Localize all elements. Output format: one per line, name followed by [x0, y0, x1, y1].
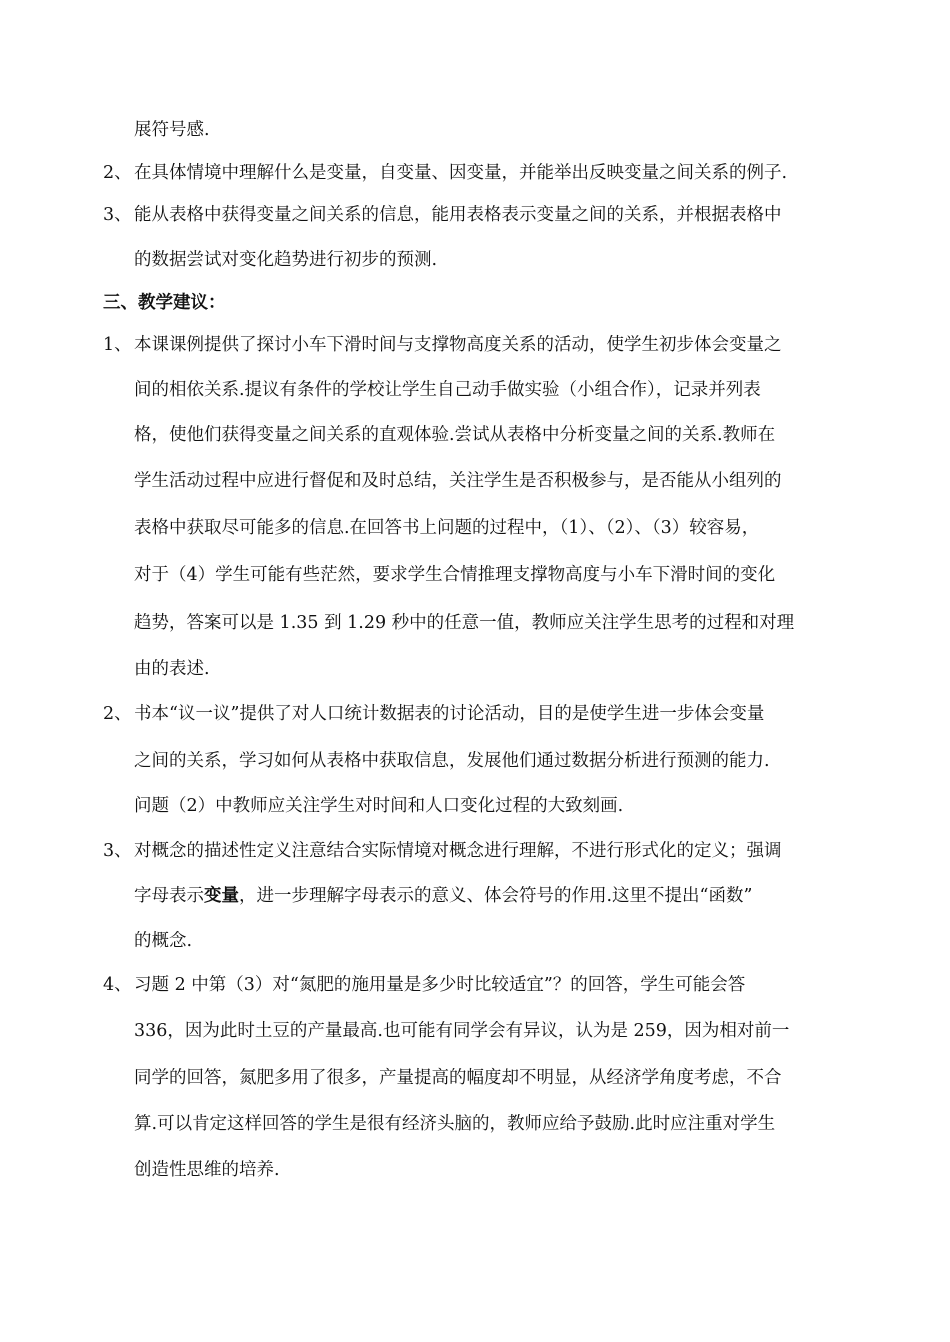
line-text: 趋势，答案可以是 1.35 到 1.29 秒中的任意一值，教师应关注学生思考的过程和对理 — [134, 613, 795, 633]
heading-text: 三、教学建议： — [103, 293, 226, 313]
line-text: 格，使他们获得变量之间关系的直观体验.尝试从表格中分析变量之间的关系.教师在 — [134, 425, 776, 445]
line-text: 在具体情境中理解什么是变量，自变量、因变量，并能举出反映变量之间关系的例子. — [134, 163, 788, 183]
line-text: 对于（4）学生可能有些茫然，要求学生合情推理支撑物高度与小车下滑时间的变化 — [134, 565, 776, 585]
line-text: 对概念的描述性定义注意结合实际情境对概念进行理解，不进行形式化的定义；强调 — [134, 841, 782, 861]
line-text-suffix: ，进一步理解字母表示的意义、体会符号的作用.这里不提出“函数” — [239, 886, 753, 906]
item-number: 2、 — [103, 704, 132, 724]
line-text: 由的表述. — [134, 659, 210, 679]
line-text: 本课课例提供了探讨小车下滑时间与支撑物高度关系的活动，使学生初步体会变量之 — [134, 335, 782, 355]
item-number: 3、 — [103, 841, 132, 861]
line-text: 336，因为此时土豆的产量最高.也可能有同学会有异议，认为是 259，因为相对前一 — [134, 1021, 790, 1041]
line-text: 同学的回答，氮肥多用了很多，产量提高的幅度却不明显，从经济学角度考虑，不合 — [134, 1068, 782, 1088]
line-text: 展符号感. — [134, 120, 210, 140]
item-number: 1、 — [103, 335, 132, 355]
line-text: 之间的关系，学习如何从表格中获取信息，发展他们通过数据分析进行预测的能力. — [134, 751, 770, 771]
line-text: 学生活动过程中应进行督促和及时总结，关注学生是否积极参与，是否能从小组列的 — [134, 471, 782, 491]
item-number: 2、 — [103, 163, 132, 183]
line-text: 能从表格中获得变量之间关系的信息，能用表格表示变量之间的关系，并根据表格中 — [134, 205, 782, 225]
item-number: 4、 — [103, 975, 132, 995]
item-number: 3、 — [103, 205, 132, 225]
line-text: 书本“议一议”提供了对人口统计数据表的讨论活动，目的是使学生进一步体会变量 — [134, 704, 765, 724]
line-text: 的数据尝试对变化趋势进行初步的预测. — [134, 250, 438, 270]
line-text: 习题 2 中第（3）对“氮肥的施用量是多少时比较适宜”？的回答，学生可能会答 — [134, 975, 746, 995]
line-text: 算.可以肯定这样回答的学生是很有经济头脑的，教师应给予鼓励.此时应注重对学生 — [134, 1114, 776, 1134]
bold-term: 变量 — [204, 886, 239, 906]
line-text: 表格中获取尽可能多的信息.在回答书上问题的过程中，（1）、（2）、（3）较容易， — [134, 518, 760, 538]
line-text: 间的相依关系.提议有条件的学校让学生自己动手做实验（小组合作），记录并列表 — [134, 380, 761, 400]
line-text: 问题（2）中教师应关注学生对时间和人口变化过程的大致刻画. — [134, 796, 624, 816]
line-text: 创造性思维的培养. — [134, 1160, 280, 1180]
line-text-prefix: 字母表示 — [134, 886, 204, 906]
line-text — [134, 884, 752, 908]
line-text: 的概念. — [134, 931, 193, 951]
